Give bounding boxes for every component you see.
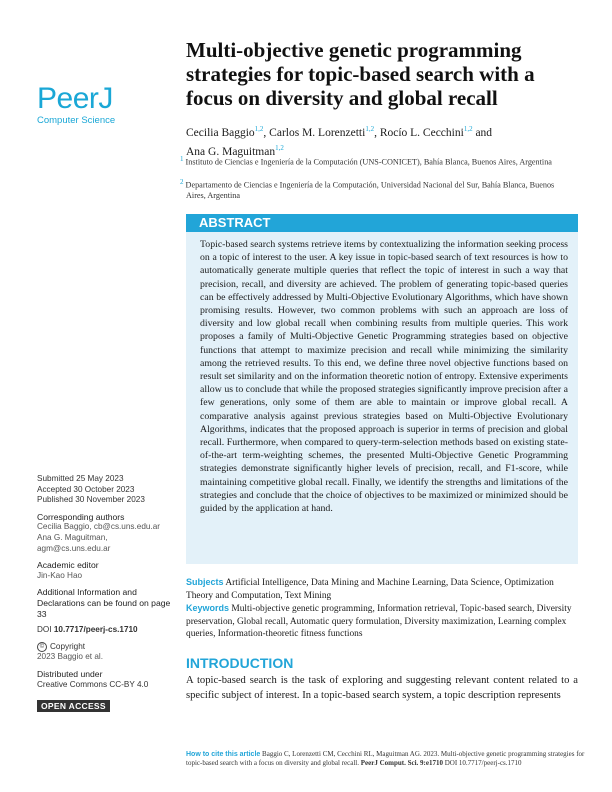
abstract-heading: ABSTRACT — [186, 214, 578, 232]
paper-title: Multi-objective genetic programming strategies for topic-based search with a focus on diversity and global recall — [186, 38, 535, 110]
keywords-label: Keywords — [186, 603, 230, 613]
keywords-text: Multi-objective genetic programming, Information retrieval, Topic-based search, Diversity preservation, Global recall, Automatic query formulation, Diversity maximization, Learning complex queries, Information-theoretic fitness functions — [186, 604, 572, 639]
affiliation-number: 2 — [180, 178, 184, 186]
cite-text: Baggio C, Lorenzetti CM, Cecchini RL, Maguitman AG. 2023. Multi-objective genetic programming strategies for topic-based search with a focus on diversity and global recall. — [186, 750, 585, 767]
corresponding-label: Corresponding authors — [37, 511, 125, 522]
open-access-badge: OPEN ACCESS — [37, 700, 110, 712]
subjects-text: Artificial Intelligence, Data Mining and Machine Learning, Data Science, Optimization Theory and Computation, Text Mining — [186, 578, 554, 601]
author-name: Carlos M. Lorenzetti — [269, 126, 366, 139]
author-affiliation: 1,2 — [463, 125, 473, 133]
editor-label: Academic editor — [37, 560, 99, 571]
logo-subtitle: Computer Science — [37, 115, 116, 126]
additional-info[interactable]: Additional Information and Declarations can be found on page 33 — [37, 587, 171, 619]
author-list: Cecilia Baggio$^{1,2}$, Carlos M. Lorenzetti$^{1,2}$, Rocío L. Cecchini$^{1,2}$ and Ana G. Maguitman$^{1,2}$ — [186, 125, 493, 158]
author-affiliation: 1,2 — [275, 143, 284, 152]
affiliation-number: 1 — [180, 155, 184, 163]
corresponding-author[interactable]: Cecilia Baggio, cb@cs.uns.edu.ar — [37, 522, 161, 532]
cite-label: How to cite this article — [186, 751, 261, 758]
subjects — [186, 576, 578, 602]
subjects-label: Subjects — [186, 577, 224, 587]
affiliation — [180, 177, 566, 202]
abstract-text: Topic-based search systems retrieve items by contextualizing the information seeking process on a topic of interest to the user. A key issue in topic-based search of text resources is how to automatically generate multiple queries that reflect the topic of interest in such a way that precision, recall, and diversity are achieved. The problem of generating topic-based queries can be effectively addressed by Multi-Objective Evolutionary Algorithms, which have shown promising results. However, two common problems with such an approach are loss of diversity and low global recall when combining results from multiple queries. This work proposes a family of Multi-Objective Genetic Programming strategies based on objective functions that attempt to maximize precision and recall while minimizing the similarity among the retrieved results. To this end, we define three novel objective functions based on result set similarity and on the information theoretic notion of entropy. Extensive experiments allow us to conclude that while the proposed strategies significantly improve precision after a few generations, only some of them are able to maintain or improve global recall. A comparative analysis against previous strategies based on Multi-Objective Evolutionary Algorithms, indicates that the proposed approach is superior in terms of precision and global recall. Furthermore, when compared to query-term-selection methods based on existing state-of-the-art term-weighting schemes, the presented Multi-Objective Genetic Programming strategies demonstrate significantly higher levels of precision, recall, and F1-score, while maintaining competitive global recall. Finally, we identify the strengths and limitations of the strategies and conclude that the choice of objectives to be maximized or minimized should be guided by the application at hand. — [200, 239, 568, 515]
copyright-label: Copyright — [50, 641, 86, 651]
copyright-icon: © — [37, 642, 47, 652]
cite-journal: PeerJ Comput. Sci. 9:e1710 — [360, 759, 443, 767]
journal-logo — [37, 84, 165, 134]
section-text: A topic-based search is the task of exploring and suggesting relevant content related to a specific subject of interest. In a topic-based search system, a topic description represents — [186, 675, 578, 701]
doi-link[interactable]: 10.7717/peerj-cs.1710 — [53, 625, 138, 635]
doi: DOI 10.7717/peerj-cs.1710 — [37, 625, 138, 635]
author-name: Cecilia Baggio — [186, 126, 255, 139]
copyright-row — [37, 642, 177, 653]
accepted-date: Accepted 30 October 2023 — [37, 484, 135, 494]
keywords — [186, 602, 578, 641]
article-info-sidebar — [37, 474, 177, 690]
submitted-date: Submitted 25 May 2023 — [37, 474, 124, 483]
editor-name: Jin-Kao Hao — [37, 570, 83, 580]
abstract-box — [186, 214, 578, 564]
author-affiliation: 1,2 — [254, 125, 264, 133]
section-heading: INTRODUCTION — [186, 655, 294, 671]
affiliation-text: Instituto de Ciencias e Ingeniería de la Computación (UNS-CONICET), Bahía Blanca, Buenos Aires, Argentina — [185, 157, 552, 167]
license[interactable]: Creative Commons CC-BY 4.0 — [37, 679, 149, 689]
distributed-label: Distributed under — [37, 668, 103, 679]
affiliation-text: Departamento de Ciencias e Ingeniería de la Computación, Universidad Nacional del Sur, Bahía Blanca, Buenos Aires, Argentina — [185, 180, 555, 201]
citation-footer — [186, 750, 586, 768]
corresponding-author: Ana G. Maguitman, — [37, 532, 108, 542]
author-affiliation: 1,2 — [365, 125, 375, 133]
affiliation — [180, 154, 566, 168]
copyright-holder: 2023 Baggio et al. — [37, 652, 104, 662]
cite-doi[interactable]: DOI 10.7717/peerj-cs.1710 — [444, 759, 522, 767]
author-name: Rocío L. Cecchini — [379, 126, 464, 139]
corresponding-email[interactable]: agm@cs.uns.edu.ar — [37, 543, 111, 553]
author-name: Ana G. Maguitman — [186, 145, 276, 158]
published-date: Published 30 November 2023 — [37, 495, 145, 505]
logo-brand: PeerJ — [37, 82, 113, 115]
